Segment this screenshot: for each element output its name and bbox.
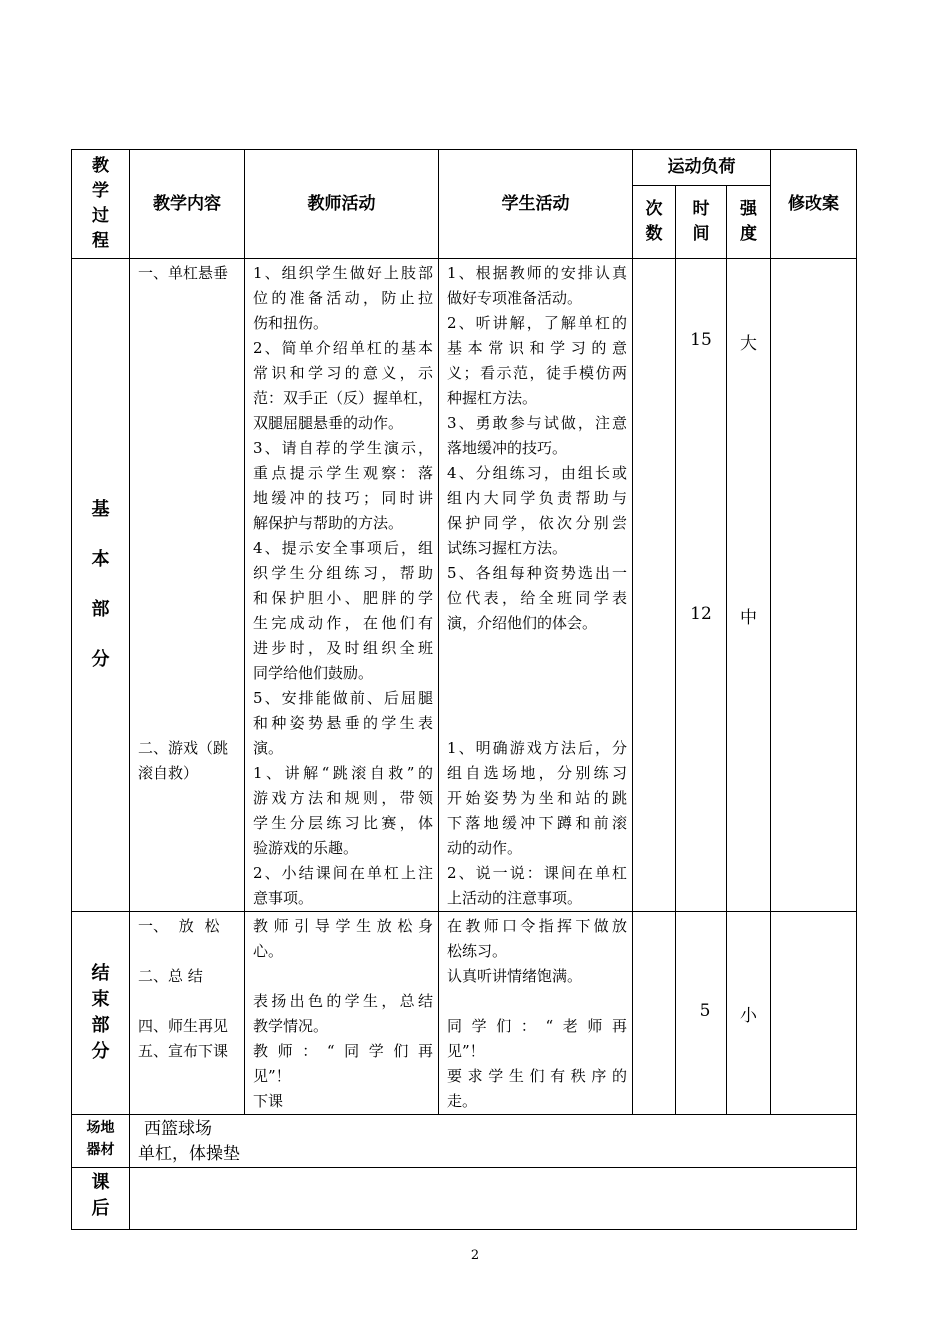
basic-teacher-cell [245, 259, 439, 912]
text-line: 见”！ [253, 1067, 291, 1085]
text-line: 教学情况。 [253, 1017, 329, 1035]
header-teacher [245, 150, 439, 259]
header-intensity [727, 186, 771, 259]
ending-time: 5 [699, 1001, 711, 1021]
basic-intensity-2: 中 [740, 608, 757, 628]
text-line: 试练习握杠方法。 [447, 539, 568, 557]
text-line: 织学生分组练习，帮助 [253, 564, 433, 582]
text-line: 下课 [253, 1092, 284, 1110]
text-line: 认真听讲情绪饱满。 [447, 967, 583, 985]
text-line: 基本常识和学习的意 [447, 339, 627, 357]
text-line: 游戏方法和规则，带领 [253, 789, 433, 807]
header-time-label: 时间 [692, 199, 710, 244]
phase-ending [72, 912, 130, 1115]
lesson-plan-table [71, 149, 857, 1230]
text-line: 生完成动作，在他们有 [253, 614, 433, 632]
header-intensity-label: 强度 [740, 199, 757, 244]
text-line: 同学给他们鼓励。 [253, 664, 374, 682]
text-line: 组内大同学负责帮助与 [447, 489, 627, 507]
text-line: 同学们：“老师再 [447, 1017, 627, 1035]
text-line: 2、听讲解，了解单杠的 [447, 314, 627, 332]
text-line: 1、组织学生做好上肢部 [253, 264, 433, 282]
text-line: 演。 [253, 739, 284, 757]
content-item: 五、宣布下课 [138, 1042, 229, 1060]
text-line: 5、各组每种资势选出一 [447, 564, 627, 582]
basic-content-cell [130, 259, 245, 912]
text-line: 表扬出色的学生，总结 [253, 992, 433, 1010]
text-line: 组自选场地，分别练习 [447, 764, 627, 782]
page-number: 2 [470, 1248, 480, 1263]
basic-content [130, 259, 244, 786]
text-line: 2、说一说：课间在单杠 [447, 864, 627, 882]
ending-teacher-cell [245, 912, 439, 1115]
after-label-cell [72, 1168, 130, 1230]
basic-intensity-cell [727, 259, 771, 912]
content-item: 滚自救） [138, 764, 199, 782]
text-line: 4、分组练习，由组长或 [447, 464, 627, 482]
header-count [633, 186, 676, 259]
venue-line: 西篮球场 [144, 1119, 212, 1139]
text-line: 义；看示范，徒手模仿两 [447, 364, 627, 382]
text-line: 3、请自荐的学生演示， [253, 439, 433, 457]
text-line: 4、提示安全事项后，组 [253, 539, 433, 557]
text-line: 1、明确游戏方法后，分 [447, 739, 627, 757]
ending-count-cell [633, 912, 676, 1115]
text-line: 常识和学习的意义，示 [253, 364, 433, 382]
basic-teacher [245, 259, 438, 911]
header-time [676, 186, 727, 259]
text-line: 下落地缓冲下蹲和前滚 [447, 814, 627, 832]
ending-content-cell [130, 912, 245, 1115]
header-revision-label: 修改案 [788, 193, 839, 214]
venue-label: 场地器材 [86, 1120, 115, 1158]
header-teacher-label: 教师活动 [307, 193, 376, 214]
text-line: 解保护与帮助的方法。 [253, 514, 404, 532]
header-phase [72, 150, 130, 259]
text-line: 做好专项准备活动。 [447, 289, 583, 307]
content-item: 四、师生再见 [138, 1017, 229, 1035]
text-line: 1、根据教师的安排认真 [447, 264, 627, 282]
text-line: 心。 [253, 942, 284, 960]
header-load [633, 150, 771, 186]
ending-student [439, 912, 632, 1114]
venue-label-cell [72, 1115, 130, 1168]
text-line: 上活动的注意事项。 [447, 889, 583, 907]
header-content [130, 150, 245, 259]
text-line: 验游戏的乐趣。 [253, 839, 359, 857]
header-phase-label: 教学过程 [92, 156, 109, 251]
header-revision [771, 150, 857, 259]
content-item: 一、 放 松 [138, 917, 220, 935]
text-line: 教师：“同学们再 [253, 1042, 433, 1060]
venue-cell [130, 1115, 857, 1168]
ending-intensity-cell [727, 912, 771, 1115]
after-label: 课后 [91, 1172, 110, 1219]
basic-student [439, 259, 632, 911]
text-line: 双腿屈腿悬垂的动作。 [253, 414, 404, 432]
text-line: 走。 [447, 1092, 478, 1110]
phase-basic [72, 259, 130, 912]
header-count-label: 次数 [645, 199, 663, 244]
content-item: 二、总 结 [138, 967, 203, 985]
ending-content [130, 912, 244, 1064]
text-line: 重点提示学生观察：落 [253, 464, 433, 482]
header-student [439, 150, 633, 259]
text-line: 进步时，及时组织全班 [253, 639, 433, 657]
text-line: 演，介绍他们的体会。 [447, 614, 598, 632]
text-line: 见”！ [447, 1042, 485, 1060]
text-line: 范：双手正（反）握单杠， [253, 389, 433, 407]
text-line: 2、小结课间在单杠上注 [253, 864, 433, 882]
header-student-label: 学生活动 [501, 193, 570, 214]
basic-time-cell [676, 259, 727, 912]
text-line: 教师引导学生放松身 [253, 917, 433, 935]
text-line: 5、安排能做前、后屈腿 [253, 689, 433, 707]
content-item: 一、单杠悬垂 [138, 264, 229, 282]
basic-time-2: 12 [690, 604, 712, 624]
basic-count-cell [633, 259, 676, 912]
text-line: 开始姿势为坐和站的跳 [447, 789, 627, 807]
text-line: 在教师口令指挥下做放 [447, 917, 627, 935]
basic-time-1: 15 [690, 330, 712, 350]
text-line: 1、讲解“跳滚自救”的 [253, 764, 433, 782]
text-line: 种握杠方法。 [447, 389, 538, 407]
text-line: 2、简单介绍单杠的基本 [253, 339, 433, 357]
basic-revision-cell [771, 259, 857, 912]
text-line: 学生分层练习比赛，体 [253, 814, 433, 832]
text-line: 位代表，给全班同学表 [447, 589, 627, 607]
basic-student-cell [439, 259, 633, 912]
ending-teacher [245, 912, 438, 1114]
text-line: 要求学生们有秩序的 [447, 1067, 627, 1085]
text-line: 和种姿势悬垂的学生表 [253, 714, 433, 732]
phase-ending-label: 结束部分 [91, 963, 110, 1062]
text-line: 和保护胆小、肥胖的学 [253, 589, 433, 607]
after-cell [130, 1168, 857, 1230]
text-line: 3、勇敢参与试做，注意 [447, 414, 627, 432]
text-line: 意事项。 [253, 889, 314, 907]
content-item: 二、游戏（跳 [138, 739, 229, 757]
text-line: 动的动作。 [447, 839, 523, 857]
ending-intensity: 小 [740, 1006, 757, 1026]
text-line: 伤和扭伤。 [253, 314, 329, 332]
ending-revision-cell [771, 912, 857, 1115]
header-content-label: 教学内容 [153, 193, 221, 214]
text-line: 保护同学，依次分别尝 [447, 514, 627, 532]
text-line: 地缓冲的技巧；同时讲 [253, 489, 433, 507]
text-line: 落地缓冲的技巧。 [447, 439, 568, 457]
text-line: 松练习。 [447, 942, 508, 960]
phase-basic-label: 基本部分 [91, 499, 110, 670]
text-line: 位的准备活动，防止拉 [253, 289, 433, 307]
ending-student-cell [439, 912, 633, 1115]
header-load-label: 运动负荷 [667, 157, 736, 177]
ending-time-cell [676, 912, 727, 1115]
equipment-line: 单杠，体操垫 [138, 1144, 240, 1164]
basic-intensity-1: 大 [740, 334, 757, 354]
